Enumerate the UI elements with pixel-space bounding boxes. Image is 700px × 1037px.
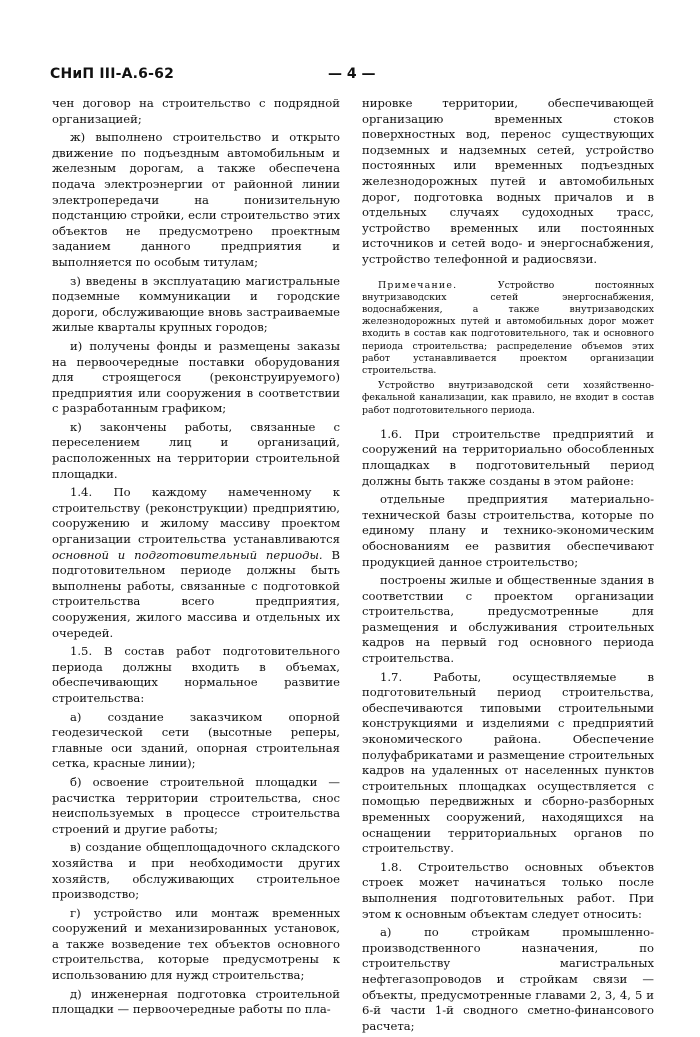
paragraph: г) устройство или монтаж временных сооружений и механизированных установок, а также возведение тех объектов основного строительства, которые предусмотрены к использованию для нужд строительства; (52, 905, 340, 983)
page-number: — 4 — (328, 66, 376, 82)
note-label: Примечание. (378, 279, 458, 291)
paragraph: построены жилые и общественные здания в соответствии с проектом организации строительства, предусмотренные для размещения и обслуживания строительных кадров на первый год основного периода строительства. (362, 573, 654, 666)
paragraph: д) инженерная подготовка строительной площадки — первоочередные работы по пла- (52, 986, 340, 1017)
section-1-5: 1.5. В состав работ подготовительного периода должны входить в объемах, обеспечивающих нормальное развитие строительства: (52, 644, 340, 705)
paragraph: к) закончены работы, связанные с переселением лиц и организаций, расположенных на территории строительной площадки. (52, 419, 340, 481)
note (362, 280, 654, 378)
paragraph: нировке территории, обеспечивающей организацию временных стоков поверхностных вод, перенос существующих подземных и надземных сетей, устройство постоянных или временных подъездных железнодорожных путей и автомобильных дорог, подготовка водных причалов и в отдельных случаях судоходных трасс, устройство временных или постоянных источников и сетей водо- и энергоснабжения, устройство телефонной и радиосвязи. (362, 96, 654, 266)
note-text: Устройство постоянных внутризаводских сетей энергоснабжения, водоснабжения, а также внутризаводских железнодорожных путей и автомобильных дорог может входить в состав как подготовительного, так и основного периода строительства; распределение объемов этих работ устанавливается проектом организации строительства. (362, 279, 654, 376)
section-1-6: 1.6. При строительстве предприятий и сооружений на территориально обособленных площадках в подготовительный период должны быть также созданы в этом районе: (362, 426, 654, 488)
note: Устройство внутризаводской сети хозяйственно-фекальной канализации, как правило, не входит в состав работ подготовительного периода. (362, 380, 654, 416)
italic-term: основной и подготовительный периоды. (52, 547, 323, 562)
text-run: В подготовительном периоде должны быть выполнены работы, связанные с подготовкой строительства всего предприятия, сооружения, жилого массива и отдельных их очередей. (52, 547, 340, 640)
text-run: 1.4. По каждому намеченному к строительству (реконструкции) предприятию, сооружению и жилому массиву проектом организации строительства устанавливаются (52, 485, 340, 547)
paragraph: а) по стройкам промышленно-производственного назначения, по строительству магистральных нефтегазопроводов и стройкам связи — объекты, предусмотренные главами 2, 3, 4, 5 и 6-й части 1-й сводного сметно-финансового расчета; (362, 925, 654, 1033)
paragraph: б) освоение строительной площадки — расчистка территории строительства, снос неиспользуемых в процессе строительства строений и другие работы; (52, 774, 340, 836)
section-1-8: 1.8. Строительство основных объектов строек может начинаться только после выполнения подготовительных работ. При этом к основным объектам следует относить: (362, 859, 654, 921)
right-column (362, 96, 654, 1037)
left-column (52, 96, 340, 1021)
document-code: СНиП III-А.6-62 (50, 66, 175, 82)
paragraph: а) создание заказчиком опорной геодезической сети (высотные реперы, главные оси зданий, опорная строительная сетка, красные линии); (52, 709, 340, 771)
paragraph: отдельные предприятия материально-технической базы строительства, которые по единому плану и технико-экономическим обоснованиям ее развития обеспечивают продукцией данное строительство; (362, 492, 654, 569)
paragraph: з) введены в эксплуатацию магистральные подземные коммуникации и городские дороги, обслуживающие вновь застраиваемые жилые кварталы крупных городов; (52, 273, 340, 335)
paragraph: в) создание общеплощадочного складского хозяйства и при необходимости других хозяйств, обслуживающих строительное производство; (52, 840, 340, 902)
page-header (50, 66, 650, 90)
paragraph: и) получены фонды и размещены заказы на первоочередные поставки оборудования для строящегося (реконструируемого) предприятия или сооружения в соответствии с разработанным графиком; (52, 338, 340, 416)
section-1-7: 1.7. Работы, осуществляемые в подготовительный период строительства, обеспечиваются типовыми строительными конструкциями и изделиями с предприятий экономического района. Обеспечение полуфабрикатами и размещение строительных кадров на удаленных от населенных пунктов строительных площадках осуществляется с помощью передвижных и сборно-разборных временных сооружений, находящихся на оснащении территориальных органов по строительству. (362, 669, 654, 856)
paragraph: чен договор на строительство с подрядной организацией; (52, 96, 340, 126)
section-1-4 (52, 485, 340, 641)
paragraph: ж) выполнено строительство и открыто движение по подъездным автомобильным и железным дорогам, а также обеспечена подача электроэнергии от районной линии электропередачи на понизительную подстанцию стройки, если строительство этих объектов не предусмотрено проектным заданием данного предприятия и выполняется по особым титулам; (52, 130, 340, 269)
